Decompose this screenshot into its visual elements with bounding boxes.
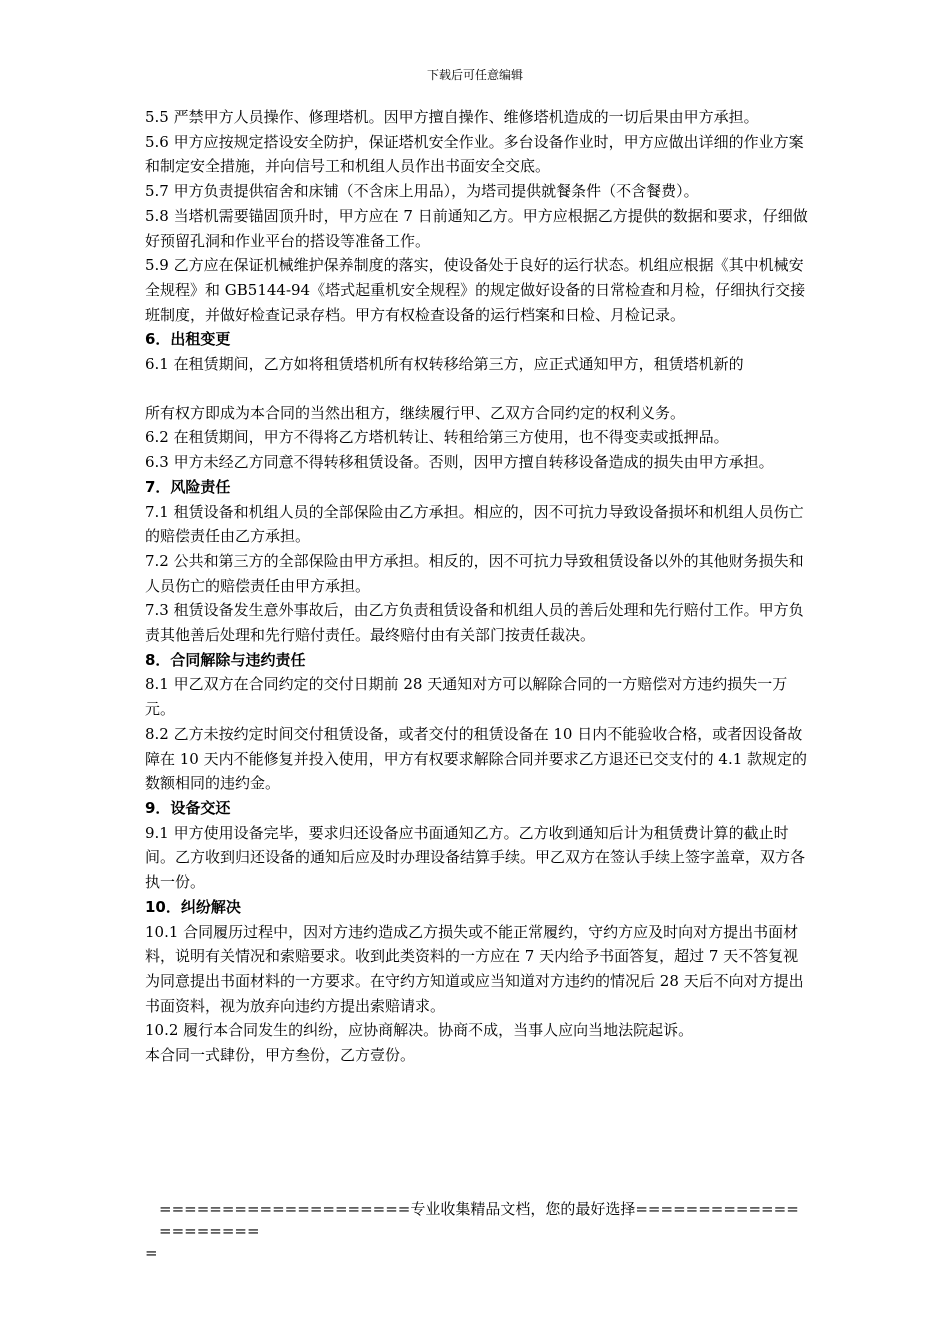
paragraph: 10.2 履行本合同发生的纠纷，应协商解决。协商不成，当事人应向当地法院起诉。 — [145, 1021, 694, 1040]
paragraph: 8.2 乙方未按约定时间交付租赁设备，或者交付的租赁设备在 10 日内不能验收合格，或者因设备故障在 10 天内不能修复并投入使用，甲方有权要求解除合同并要求乙方退还已交支付的 4.1 款规定的数额相同的违约金。 — [145, 724, 808, 793]
section-heading: 6．出租变更 — [145, 330, 231, 349]
paragraph: 本合同一式肆份，甲方叁份，乙方壹份。 — [145, 1046, 416, 1065]
paragraph: 5.9 乙方应在保证机械维护保养制度的落实，使设备处于良好的运行状态。机组应根据《其中机械安全规程》和 GB5144-94《塔式起重机安全规程》的规定做好设备的日常检查和月检，仔细执行交接班制度，并做好检查记录存档。甲方有权检查设备的运行档案和日检、月检记录。 — [145, 256, 806, 324]
paragraph: 7.2 公共和第三方的全部保险由甲方承担。相反的，因不可抗力导致租赁设备以外的其他财务损失和人员伤亡的赔偿责任由甲方承担。 — [145, 551, 804, 595]
paragraph: 6.2 在租赁期间，甲方不得将乙方塔机转让、转租给第三方使用，也不得变卖或抵押品。 — [145, 428, 729, 447]
section-heading: 8．合同解除与违约责任 — [145, 650, 306, 669]
page-footer — [145, 1198, 810, 1264]
paragraph: 5.6 甲方应按规定搭设安全防护，保证塔机安全作业。多台设备作业时，甲方应做出详细的作业方案和制定安全措施，并向信号工和机组人员作出书面安全交底。 — [145, 132, 804, 176]
paragraph: 所有权方即成为本合同的当然出租方，继续履行甲、乙双方合同约定的权利义务。 — [145, 403, 686, 422]
paragraph: 6.3 甲方未经乙方同意不得转移租赁设备。否则，因甲方擅自转移设备造成的损失由甲方承担。 — [145, 453, 774, 472]
paragraph: 5.7 甲方负责提供宿舍和床铺（不含床上用品），为塔司提供就餐条件（不含餐费）。 — [145, 182, 699, 201]
paragraph: 7.3 租赁设备发生意外事故后，由乙方负责租赁设备和机组人员的善后处理和先行赔付工作。甲方负责其他善后处理和先行赔付责任。最终赔付由有关部门按责任裁决。 — [145, 601, 804, 645]
document-body — [145, 105, 810, 1068]
paragraph: 5.8 当塔机需要锚固顶升时，甲方应在 7 日前通知乙方。甲方应根据乙方提供的数据和要求，仔细做好预留孔洞和作业平台的搭设等准备工作。 — [145, 206, 808, 250]
paragraph: 6.1 在租赁期间，乙方如将租赁塔机所有权转移给第三方，应正式通知甲方，租赁塔机新的 — [145, 355, 744, 374]
page-header: 下载后可任意编辑 — [426, 68, 523, 82]
section-heading: 10．纠纷解决 — [145, 897, 241, 916]
paragraph: 8.1 甲乙双方在合同约定的交付日期前 28 天通知对方可以解除合同的一方赔偿对方违约损失一万元。 — [145, 675, 788, 719]
paragraph: 5.5 严禁甲方人员操作、修理塔机。因甲方擅自操作、维修塔机造成的一切后果由甲方承担。 — [145, 108, 759, 126]
footer-line-2: = — [145, 1244, 158, 1262]
footer-line-1: ====================专业收集精品文档，您的最好选择===================== — [159, 1200, 799, 1240]
paragraph: 7.1 租赁设备和机组人员的全部保险由乙方承担。相应的，因不可抗力导致设备损坏和机组人员伤亡的赔偿责任由乙方承担。 — [145, 502, 804, 546]
section-heading: 9．设备交还 — [145, 798, 231, 817]
paragraph: 9.1 甲方使用设备完毕，要求归还设备应书面通知乙方。乙方收到通知后计为租赁费计算的截止时间。乙方收到归还设备的通知后应及时办理设备结算手续。甲乙双方在签认手续上签字盖章，双方各执一份。 — [145, 823, 806, 892]
paragraph: 10.1 合同履历过程中，因对方违约造成乙方损失或不能正常履约，守约方应及时向对方提出书面材料，说明有关情况和索赔要求。收到此类资料的一方应在 7 天内给予书面答复，超过 7 天不答复视为同意提出书面材料的一方要求。在守约方知道或应当知道对方违约的情况后 28 天后不向对方提出书面资料，视为放弃向违约方提出索赔请求。 — [145, 922, 804, 1015]
section-heading: 7．风险责任 — [145, 477, 231, 496]
